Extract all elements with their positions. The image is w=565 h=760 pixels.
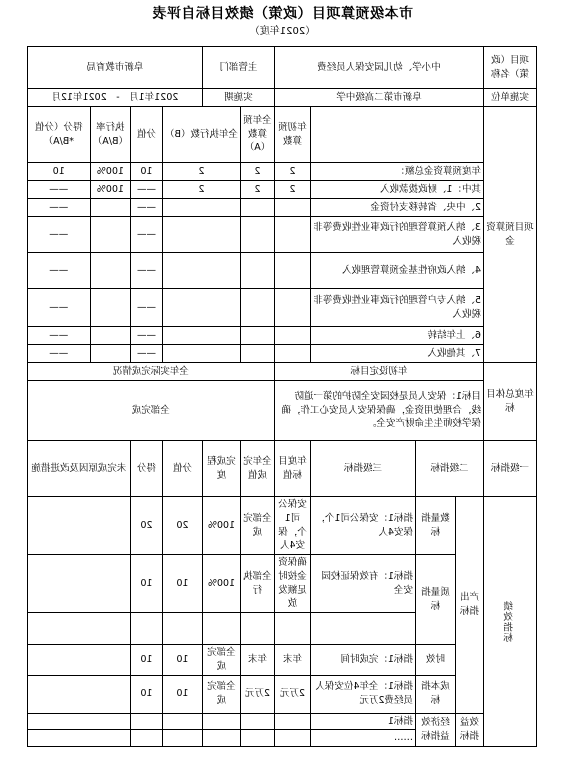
budget-cell [241,253,275,289]
budget-cell: —— [131,327,163,345]
indicator-actual [241,713,275,730]
indicator-reason [27,713,130,730]
page-title: 市本级预算项目（政策）绩效目标自评表 [152,6,413,22]
indicator-degree [203,713,241,730]
indicator-degree [203,730,241,747]
budget-cell [90,345,130,363]
budget-cell [241,345,275,363]
indicator-header: 三级指标 [311,441,416,497]
indicator-actual: 年末 [241,645,275,676]
indicator-got: 20 [131,497,163,555]
indicator-name: 指标1 [311,713,416,730]
indicator-header: 年度目标值 [275,441,311,497]
budget-row-label: 7、其他收入 [311,345,484,363]
budget-cell: —— [27,181,90,199]
indicator-degree: 全部完成 [203,675,241,713]
budget-cell: —— [131,345,163,363]
budget-cell [90,217,130,253]
budget-cell: —— [131,289,163,327]
indicator-actual: 全部执行 [241,555,275,613]
evaluation-table [27,46,537,747]
quality-label: 质量指标 [416,555,456,645]
budget-cell [163,253,241,289]
indicator-header: 全年完成值 [241,441,275,497]
budget-col-header: 全年预算数（A） [241,107,275,163]
indicator-name: 指标1：安保公司1个，保安4人 [311,497,416,555]
budget-cell: 10 [27,163,90,181]
budget-cell: —— [27,327,90,345]
indicator-degree: 全部完成 [203,645,241,676]
budget-cell [241,217,275,253]
period-value: 2021年1月 - 2021年12月 [27,89,202,107]
indicator-actual: 全部完成 [241,497,275,555]
budget-cell: —— [27,289,90,327]
budget-cell: —— [131,253,163,289]
budget-row-label: 其中：1、财政拨款收入 [311,181,484,199]
indicator-target: 年末 [275,645,311,676]
budget-cell: 2 [241,181,275,199]
goals-initial-text: 目标1：保安人员是校园安全防护的第一道防线，合理使用资金，确保保安人员安心工作，确保学校师生生命财产安全。 [275,381,484,441]
indicator-header: 一级指标 [484,441,537,497]
budget-cell: 2 [163,181,241,199]
budget-row-label: 5、纳入专户管理的行政事业性收费等非税收入 [311,289,484,327]
indicator-header: 二级指标 [416,441,484,497]
indicator-reason [27,730,130,747]
budget-col-header: 执行率（B/A） [90,107,130,163]
indicator-target: 2万元 [275,675,311,713]
unit-label: 实施单位 [484,89,537,107]
budget-cell [241,199,275,217]
indicator-name: …… [311,730,416,747]
empty-cell [311,613,416,645]
indicator-actual: 2万元 [241,675,275,713]
budget-cell [275,289,311,327]
indicator-actual [241,730,275,747]
empty-cell [203,613,241,645]
budget-cell [163,199,241,217]
budget-cell [90,327,130,345]
budget-cell [241,327,275,345]
budget-cell: —— [131,217,163,253]
unit-value: 阜新市第二高级中学 [275,89,484,107]
budget-cell: —— [27,345,90,363]
goals-actual-header: 全年实际完成情况 [27,363,274,381]
budget-cell: —— [27,199,90,217]
budget-cell: —— [131,199,163,217]
budget-cell: 2 [163,163,241,181]
empty-cell [27,613,130,645]
budget-cell [90,253,130,289]
indicator-target: 确保资金按时足额发放 [275,555,311,613]
indicator-target: 安保公司1个，保安4人 [275,497,311,555]
indicator-header: 未完成原因及改进措施 [27,441,130,497]
indicator-degree: 100% [203,555,241,613]
economic-label: 经济效益指标 [416,713,456,747]
empty-cell [241,613,275,645]
indicator-header: 分值 [163,441,203,497]
indicator-name: 指标1：有效保证校园安全 [311,555,416,613]
level1-label: 绩效指标 [484,497,537,747]
indicator-score [163,730,203,747]
budget-cell [275,217,311,253]
period-label: 实施期 [203,89,275,107]
cost-label: 成本指标 [416,675,456,713]
indicator-reason [27,555,130,613]
budget-cell: 2 [241,163,275,181]
budget-row-label: 3、纳入预算管理的行政事业性收费等非税收入 [311,217,484,253]
budget-cell: 100% [90,181,130,199]
budget-section-label: 项目预算资金 [484,107,537,363]
budget-corner [311,107,484,163]
indicator-reason [27,675,130,713]
budget-cell: 2 [275,163,311,181]
indicator-got [131,713,163,730]
budget-col-header: 分值 [131,107,163,163]
budget-cell: 2 [275,181,311,199]
budget-row-label: 6、上年结转 [311,327,484,345]
indicator-header: 完成程度 [203,441,241,497]
budget-cell: 10 [131,163,163,181]
budget-cell [275,345,311,363]
empty-cell [131,613,163,645]
indicator-target [275,713,311,730]
budget-row-label: 年度预算资金总额： [311,163,484,181]
benefit-label: 效益指标 [456,713,484,747]
indicator-score: 20 [163,497,203,555]
empty-cell [275,613,311,645]
budget-row-label: 4、纳入政府性基金预算管理收入 [311,253,484,289]
budget-cell [241,289,275,327]
budget-col-header: 全年执行数（B） [163,107,241,163]
indicator-score: 10 [163,675,203,713]
budget-cell [275,327,311,345]
indicator-got: 10 [131,555,163,613]
indicator-degree: 100% [203,497,241,555]
indicator-name: 指标1：全年4位安保人员经费2万元 [311,675,416,713]
indicator-name: 指标1：完成时间 [311,645,416,676]
indicator-score: 10 [163,645,203,676]
indicator-reason [27,645,130,676]
budget-col-header: 年初预算数 [275,107,311,163]
budget-cell: —— [27,253,90,289]
page-subtitle: （2021年度） [249,26,316,37]
budget-cell: 100% [90,163,130,181]
budget-cell [163,217,241,253]
output-label: 产出指标 [456,497,484,714]
budget-cell [163,289,241,327]
budget-cell [90,289,130,327]
quantity-label: 数量指标 [416,497,456,555]
indicator-target [275,730,311,747]
indicator-score [163,713,203,730]
budget-cell: —— [27,217,90,253]
time-label: 时效 [416,645,456,676]
indicator-got: 10 [131,645,163,676]
empty-cell [163,613,203,645]
budget-cell [275,199,311,217]
budget-cell [90,199,130,217]
indicator-header: 得分 [131,441,163,497]
dept-label: 主管部门 [203,47,275,89]
project-name-label: 项目（政策）名称 [484,47,537,89]
project-name-value: 中小学、幼儿园安保人员经费 [275,47,484,89]
budget-cell [275,253,311,289]
dept-value: 阜新市教育局 [27,47,202,89]
goals-actual-text: 全部完成 [27,381,274,441]
indicator-score: 10 [163,555,203,613]
indicator-reason [27,497,130,555]
budget-cell [163,327,241,345]
budget-row-label: 2、中央、省转移支付资金 [311,199,484,217]
indicator-got: 10 [131,675,163,713]
indicator-got [131,730,163,747]
goals-section-label: 年度总体目标 [484,363,537,441]
budget-col-header: 得分（分值*B/A） [27,107,90,163]
budget-cell [163,345,241,363]
goals-initial-header: 年初设定目标 [275,363,484,381]
budget-cell: —— [131,181,163,199]
